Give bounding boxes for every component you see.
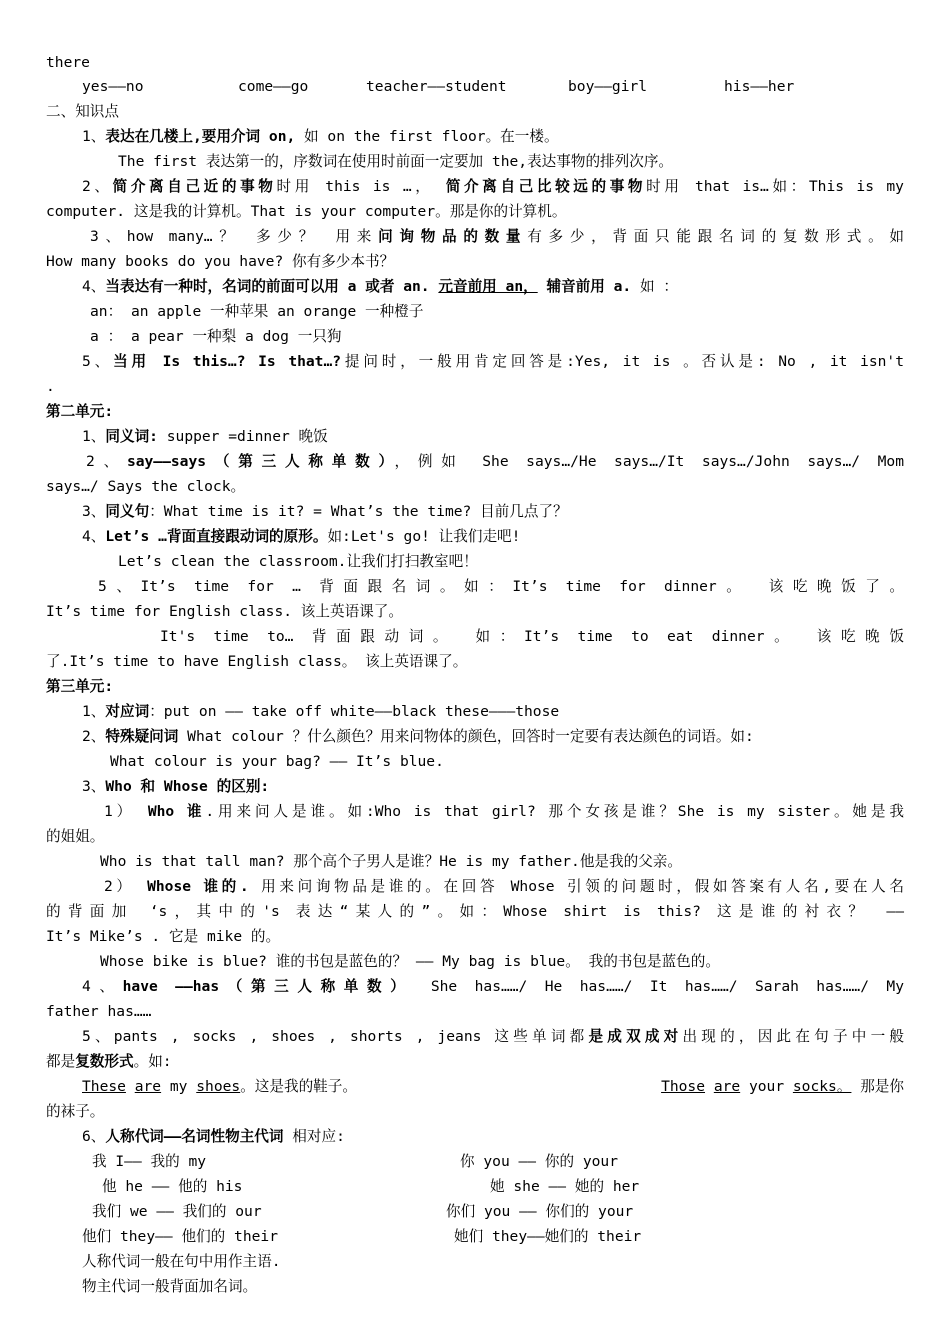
text-run: 同义句 — [105, 503, 150, 520]
text-run: 对应词 — [105, 703, 150, 720]
text-line — [46, 399, 904, 424]
text-run: 2） — [104, 878, 148, 895]
text-run: are — [134, 1078, 162, 1095]
text-run: Whose bike is blue? 谁的书包是蓝色的？ —— My bag is blue。 我的书包是蓝色的。 — [100, 953, 720, 970]
text-line — [46, 999, 904, 1024]
text-run: 特殊疑问词 — [105, 728, 179, 745]
text-line — [82, 724, 904, 749]
text-run: 人称代词一般在句中用作主语. — [82, 1253, 281, 1270]
text-run: 有多少，背面只能跟名词的复数形式。如 — [527, 228, 904, 245]
antonym-pair: come——go — [238, 78, 309, 95]
text-run: supper =dinner 晚饭 — [157, 428, 328, 445]
shoes-example — [82, 1074, 357, 1099]
text-run: 4、 — [82, 528, 106, 545]
text-line — [46, 50, 904, 75]
text-run: 同义词: — [105, 428, 158, 445]
text-line — [104, 874, 904, 899]
text-run: 。如: — [133, 1053, 172, 1070]
text-run: 二、知识点 — [46, 103, 119, 120]
text-run: computer. 这是我的计算机。That is your computer。那是你的计算机。 — [46, 203, 567, 220]
text-run: my — [161, 1078, 197, 1095]
text-line — [82, 1274, 904, 1299]
text-line — [86, 449, 904, 474]
text-run: 2、 — [82, 178, 113, 195]
text-run: Whose 谁的. — [147, 878, 249, 895]
text-run: 提问时，一般用肯定回答是:Yes, it is 。否认是: No , it isn't — [341, 353, 904, 370]
text-run: 第二单元: — [46, 403, 114, 420]
text-run: How many books do you have? 你有多少本书？ — [46, 253, 395, 270]
text-run: a ： a pear 一种梨 a dog 一只狗 — [90, 328, 342, 345]
text-line — [100, 849, 904, 874]
text-run: It’s Mike’s . 它是 mike 的。 — [46, 928, 281, 945]
text-run: 当表达有一种时，名词的前面可以用 a 或者 an. — [105, 278, 439, 295]
text-line — [46, 674, 904, 699]
text-line — [82, 524, 904, 549]
text-run: 5、It’s time for … 背面跟名词。如：It’s time for dinner。 该吃晚饭了。 — [98, 578, 904, 595]
text-line — [46, 199, 904, 224]
text-run: 物主代词一般背面加名词。 — [82, 1278, 258, 1295]
text-line — [90, 324, 904, 349]
text-run: your — [740, 1078, 793, 1095]
text-run: 1、 — [82, 128, 106, 145]
text-run: socks。 — [792, 1078, 852, 1095]
text-run: 的背面加 ‘s，其中的's 表达“某人的”。如：Whose shirt is this? 这是谁的衬衣？ —— — [46, 903, 904, 920]
text-run: .用来问人是谁。如:Who is that girl? 那个女孩是谁？She is my sister。她是我 — [205, 803, 904, 820]
antonym-pair: teacher——student — [366, 78, 507, 95]
text-line — [110, 749, 904, 774]
text-run — [126, 1078, 135, 1095]
text-run — [705, 1078, 714, 1095]
text-run: 复数形式 — [75, 1053, 134, 1070]
text-run: 出现的，因此在句子中一般 — [682, 1028, 904, 1045]
text-run: Let’s clean the classroom.让我们打扫教室吧！ — [118, 553, 478, 570]
text-run: What colour ？什么颜色？用来问物体的颜色，回答时一定要有表达颜色的词语。如: — [178, 728, 754, 745]
text-line — [90, 224, 904, 249]
text-run: Those — [661, 1078, 706, 1095]
text-run: These — [82, 1078, 126, 1095]
text-run: shoes — [196, 1078, 241, 1095]
text-run: What colour is your bag? —— It’s blue. — [110, 753, 444, 770]
text-run: says…/ Says the clock。 — [46, 478, 246, 495]
text-line — [46, 649, 904, 674]
antonym-pair: yes——no — [82, 78, 144, 95]
text-run: are — [713, 1078, 741, 1095]
text-line — [46, 99, 904, 124]
text-line — [82, 424, 904, 449]
text-line — [46, 599, 904, 624]
text-run: 当用 Is this…? Is that…? — [113, 353, 342, 370]
text-line — [82, 499, 904, 524]
text-run: 。这是我的鞋子。 — [240, 1078, 357, 1095]
text-run: 5、 — [82, 353, 114, 370]
text-run: 4、 — [82, 978, 123, 995]
pronoun-left: 他 he —— 他的 his — [102, 1178, 243, 1195]
text-line — [46, 824, 904, 849]
text-line — [82, 274, 904, 299]
text-run: 2、 — [82, 728, 106, 745]
text-run: 3、how many…？ 多少？ 用来 — [90, 228, 379, 245]
text-line — [104, 799, 904, 824]
text-line — [46, 374, 904, 399]
text-run: 人称代词——名词性物主代词 — [105, 1128, 284, 1145]
text-run: She has……/ He has……/ It has……/ Sarah has……/ My — [413, 978, 904, 995]
text-run: 1） — [104, 803, 148, 820]
text-run: 1、 — [82, 428, 106, 445]
text-run: 如:Let's go! 让我们走吧! — [327, 528, 521, 545]
text-run: ，例如 She says…/He says…/It says…/John says…/ Mom — [394, 453, 904, 470]
text-run: 用来问询物品是谁的。在回答 Whose 引领的问题时，假如答案有人名,要在人名 — [248, 878, 904, 895]
text-run: It’s time for English class. 该上英语课了。 — [46, 603, 403, 620]
text-run: 是成双成对 — [588, 1028, 683, 1045]
text-line — [82, 174, 904, 199]
text-run: 如 on the first floor。在一楼。 — [295, 128, 559, 145]
text-run: have ——has（第三人称单数） — [122, 978, 414, 995]
text-run: 4、 — [82, 278, 106, 295]
text-run: Let’s …背面直接跟动词的原形。 — [105, 528, 328, 545]
text-run: . — [46, 378, 55, 395]
text-line — [82, 1249, 904, 1274]
text-run: Who is that tall man? 那个高个子男人是谁？He is my father.他是我的父亲。 — [100, 853, 682, 870]
text-line — [46, 924, 904, 949]
text-line — [82, 1024, 904, 1049]
text-line — [118, 149, 904, 174]
text-line — [46, 249, 904, 274]
text-run: 2、 — [86, 453, 127, 470]
text-run: 1、 — [82, 703, 106, 720]
text-run: 都是 — [46, 1053, 76, 1070]
text-line — [118, 549, 904, 574]
text-line — [98, 574, 904, 599]
text-line — [82, 349, 904, 374]
socks-example — [661, 1074, 904, 1099]
text-run: there — [46, 54, 90, 71]
text-run: 表达在几楼上,要用介词 on, — [105, 128, 296, 145]
text-line — [100, 949, 904, 974]
text-run: 的袜子。 — [46, 1103, 105, 1120]
text-line — [82, 974, 904, 999]
pronoun-left: 我 I—— 我的 my — [92, 1153, 207, 1170]
text-line — [82, 124, 904, 149]
text-run: 问询物品的数量 — [378, 228, 528, 245]
text-run: Who 谁 — [147, 803, 206, 820]
text-run: ：put on —— take off white——black these———those — [149, 703, 560, 720]
text-run: Who 和 Whose 的区别: — [105, 778, 270, 795]
text-run: 辅音前用 a. — [537, 278, 632, 295]
text-line — [46, 899, 904, 924]
text-run: 如 ： — [631, 278, 678, 295]
pronoun-left: 他们 they—— 他们的 their — [82, 1228, 278, 1245]
text-run: 3、 — [82, 778, 106, 795]
text-line — [46, 1049, 904, 1074]
text-line — [46, 1099, 904, 1124]
text-run: father has…… — [46, 1003, 152, 1020]
pronoun-left: 我们 we —— 我们的 our — [92, 1203, 262, 1220]
text-line — [160, 624, 904, 649]
text-run: 了.It’s time to have English class。 该上英语课了。 — [46, 653, 468, 670]
text-run: 的姐姐。 — [46, 828, 105, 845]
text-run: ：What time is it? = What’s the time? 目前几点了？ — [149, 503, 568, 520]
text-run: 5、pants , socks , shoes , shorts , jeans 这些单词都 — [82, 1028, 589, 1045]
pronoun-right: 她 she —— 她的 her — [490, 1178, 640, 1195]
text-run: 元音前用 an， — [438, 278, 538, 295]
text-run: 时用 this is …， — [276, 178, 446, 195]
text-run: It's time to… 背面跟动词。 如：It’s time to eat dinner。 该吃晚饭 — [160, 628, 904, 645]
antonym-pair: boy——girl — [568, 78, 648, 95]
text-run: 6、 — [82, 1128, 106, 1145]
text-run: say——says（第三人称单数） — [126, 453, 395, 470]
pronoun-right: 你 you —— 你的 your — [460, 1153, 619, 1170]
text-run: 第三单元: — [46, 678, 114, 695]
text-line — [46, 474, 904, 499]
text-line — [82, 1124, 904, 1149]
text-run: 相对应: — [283, 1128, 345, 1145]
text-line — [82, 699, 904, 724]
text-run: 那是你 — [851, 1078, 904, 1095]
text-run: 简介离自己比较远的事物 — [445, 178, 647, 195]
text-run: 3、 — [82, 503, 106, 520]
text-run: 简介离自己近的事物 — [112, 178, 277, 195]
antonym-pair: his——her — [724, 78, 795, 95]
text-run: The first 表达第一的，序数词在使用时前面一定要加 the,表达事物的排列次序。 — [118, 153, 674, 170]
text-run: an： an apple 一种苹果 an orange 一种橙子 — [90, 303, 424, 320]
pronoun-right: 她们 they——她们的 their — [454, 1228, 642, 1245]
text-line — [82, 774, 904, 799]
text-run: 时用 that is…如：This is my — [646, 178, 904, 195]
pronoun-right: 你们 you —— 你们的 your — [446, 1203, 634, 1220]
text-line — [90, 299, 904, 324]
